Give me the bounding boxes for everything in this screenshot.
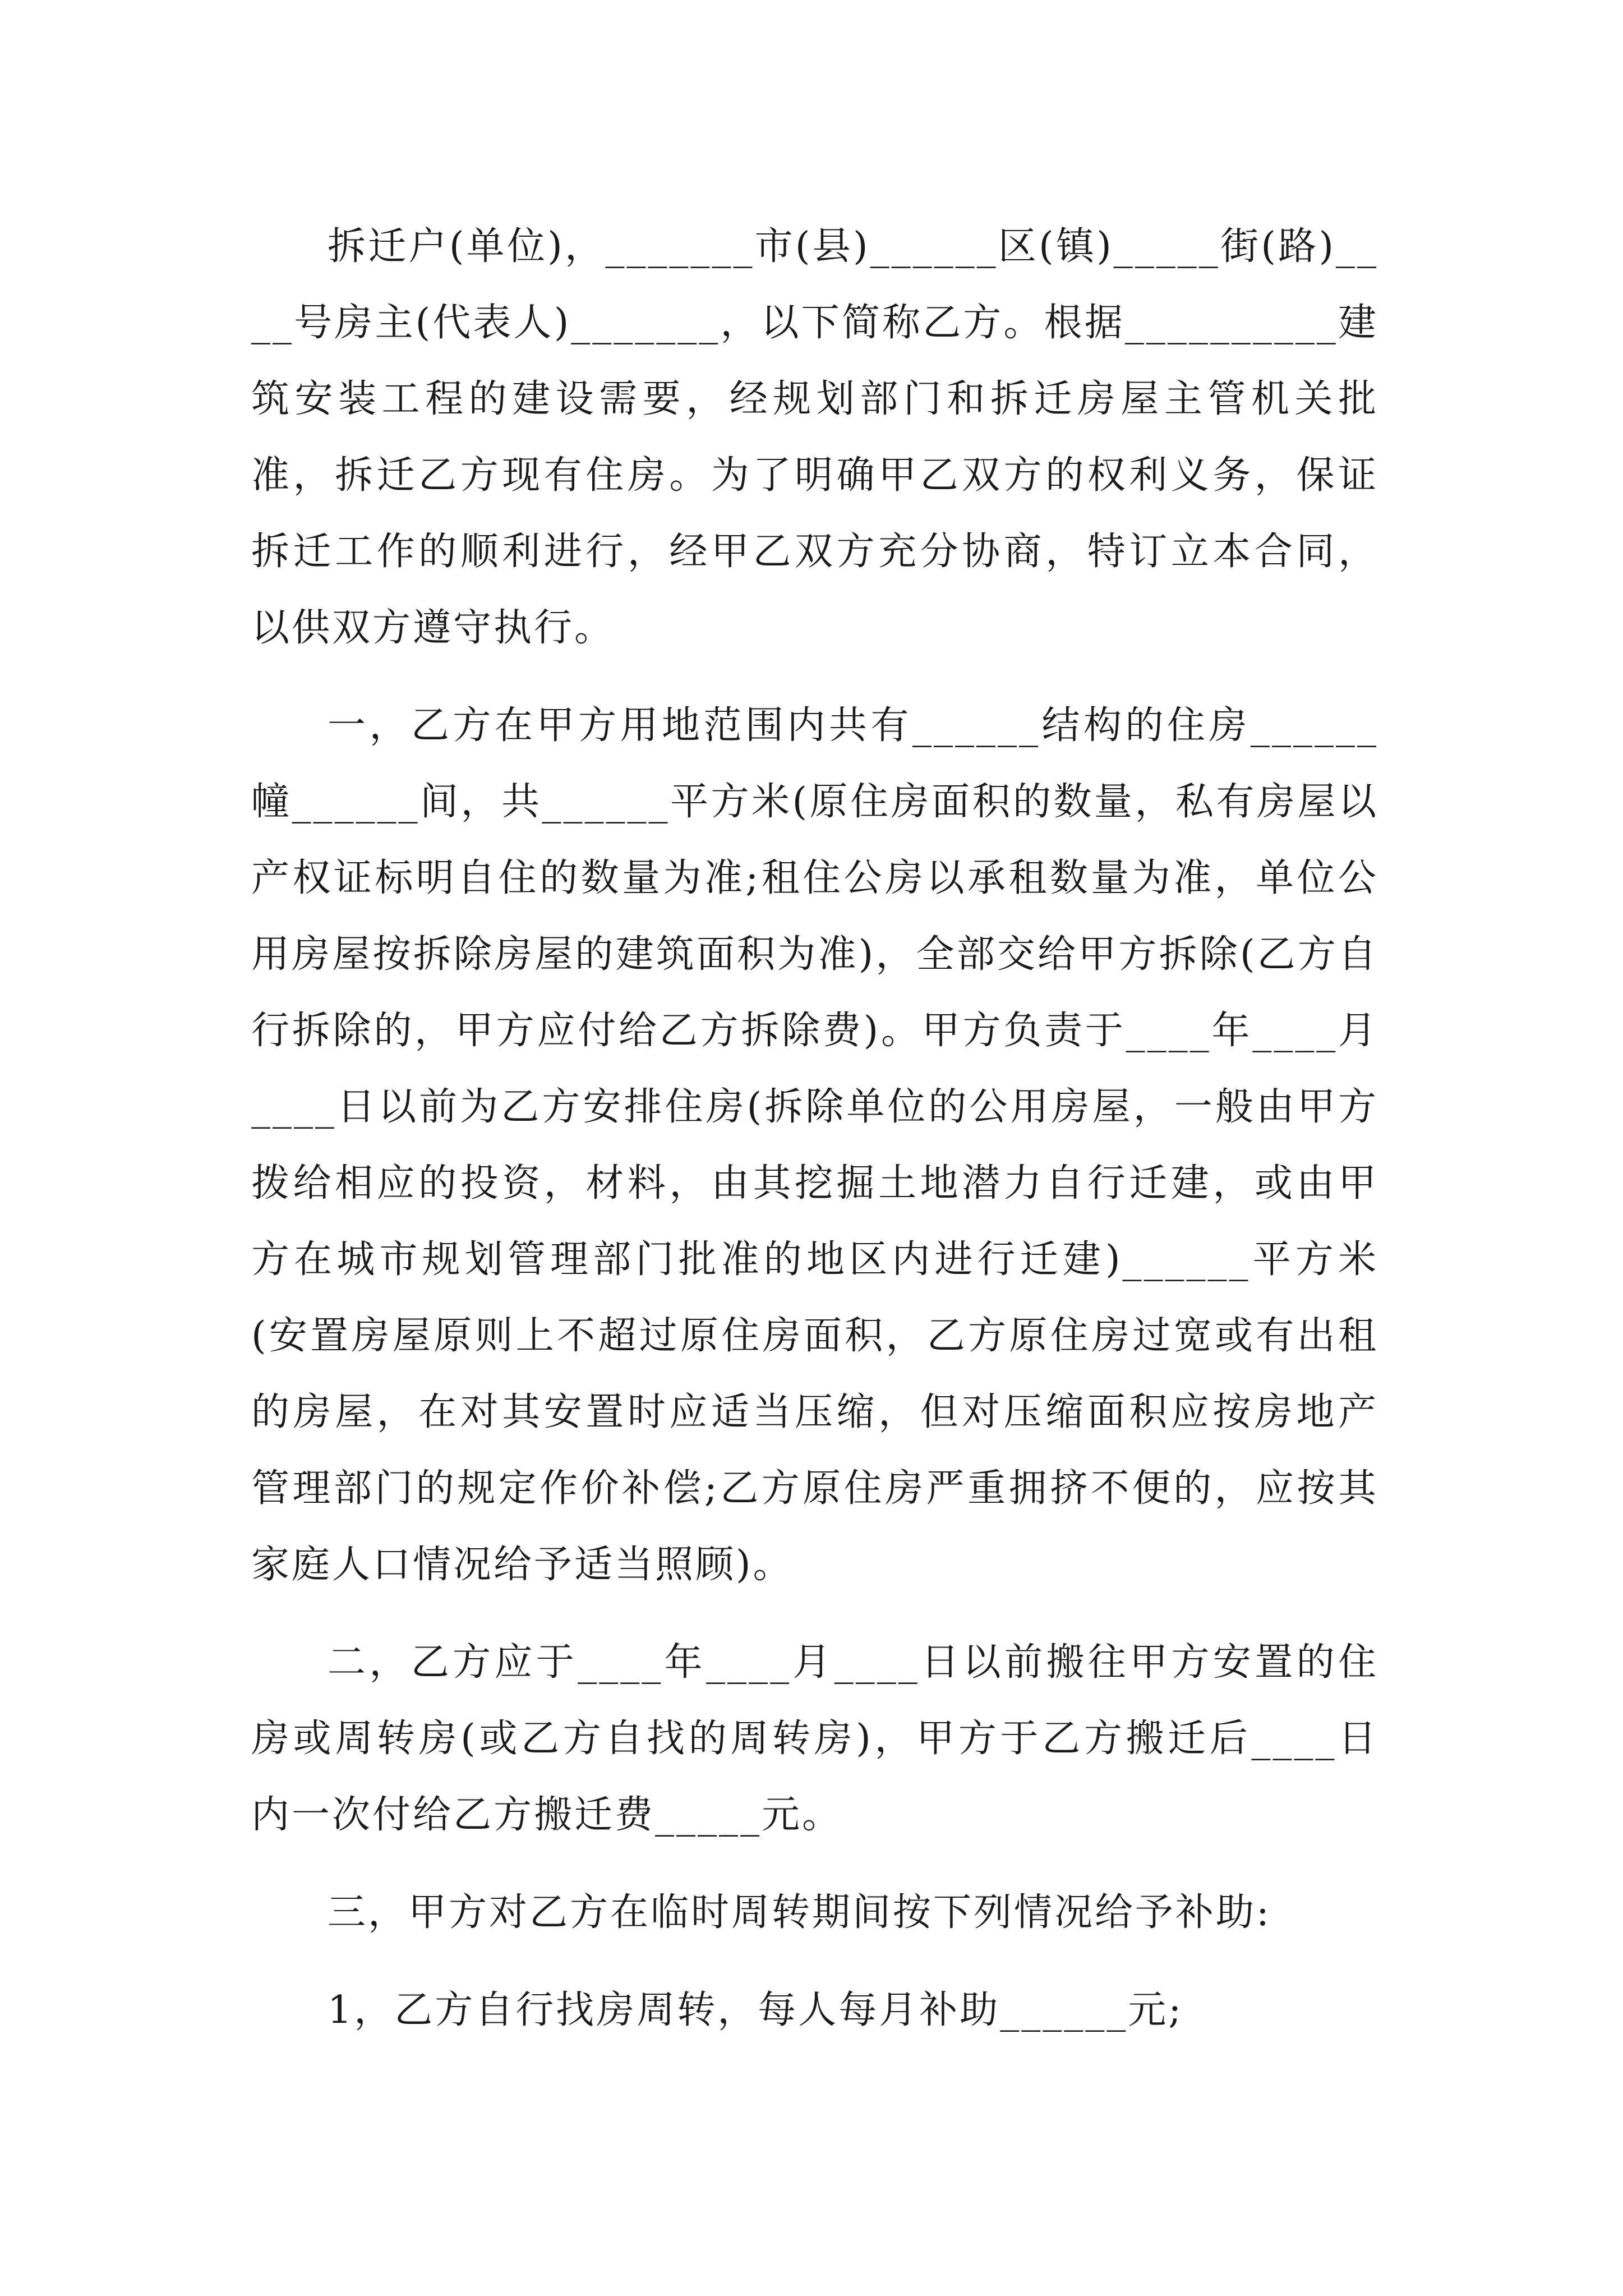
paragraph-clause-3: 三，甲方对乙方在临时周转期间按下列情况给予补助: [328,1890,1271,1935]
paragraph-clause-1: 一，乙方在甲方用地范围内共有______结构的住房______幢______间，共______平方米(原住房面积的数量，私有房屋以产权证标明自住的数量为准;租住公房以承租数量为准，单位公用房屋按拆除房屋的建筑面积为准)，全部交给甲方拆除(乙方自行拆除的，甲方应付给乙方拆除费)。甲方负责于____年____月____日以前为乙方安排住房(拆除单位的公用房屋，一般由甲方拨给相应的投资，材料，由其挖掘土地潜力自行迁建，或由甲方在城市规划管理部门批准的地区内进行迁建)______平方米(安置房屋原则上不超过原住房面积，乙方原住房过宽或有出租的房屋，在对其安置时应适当压缩，但对压缩面积应按房地产管理部门的规定作价补偿;乙方原住房严重拥挤不便的，应按其家庭人口情况给予适当照顾)。 [251,703,1378,1587]
paragraph-clause-3-item-1: 1，乙方自行找房周转，每人每月补助______元; [328,1988,1184,2032]
paragraph-clause-2: 二，乙方应于____年____月____日以前搬往甲方安置的住房或周转房(或乙方自找的周转房)，甲方于乙方搬迁后____日内一次付给乙方搬迁费_____元。 [251,1640,1378,1837]
document-body [251,209,1378,2070]
paragraph-preamble: 拆迁户(单位)，_______市(县)______区(镇)_____街(路)____号房主(代表人)_______，以下简称乙方。根据__________建筑安装工程的建设需要，经规划部门和拆迁房屋主管机关批准，拆迁乙方现有住房。为了明确甲乙双方的权利义务，保证拆迁工作的顺利进行，经甲乙双方充分协商，特订立本合同，以供双方遵守执行。 [251,224,1378,650]
